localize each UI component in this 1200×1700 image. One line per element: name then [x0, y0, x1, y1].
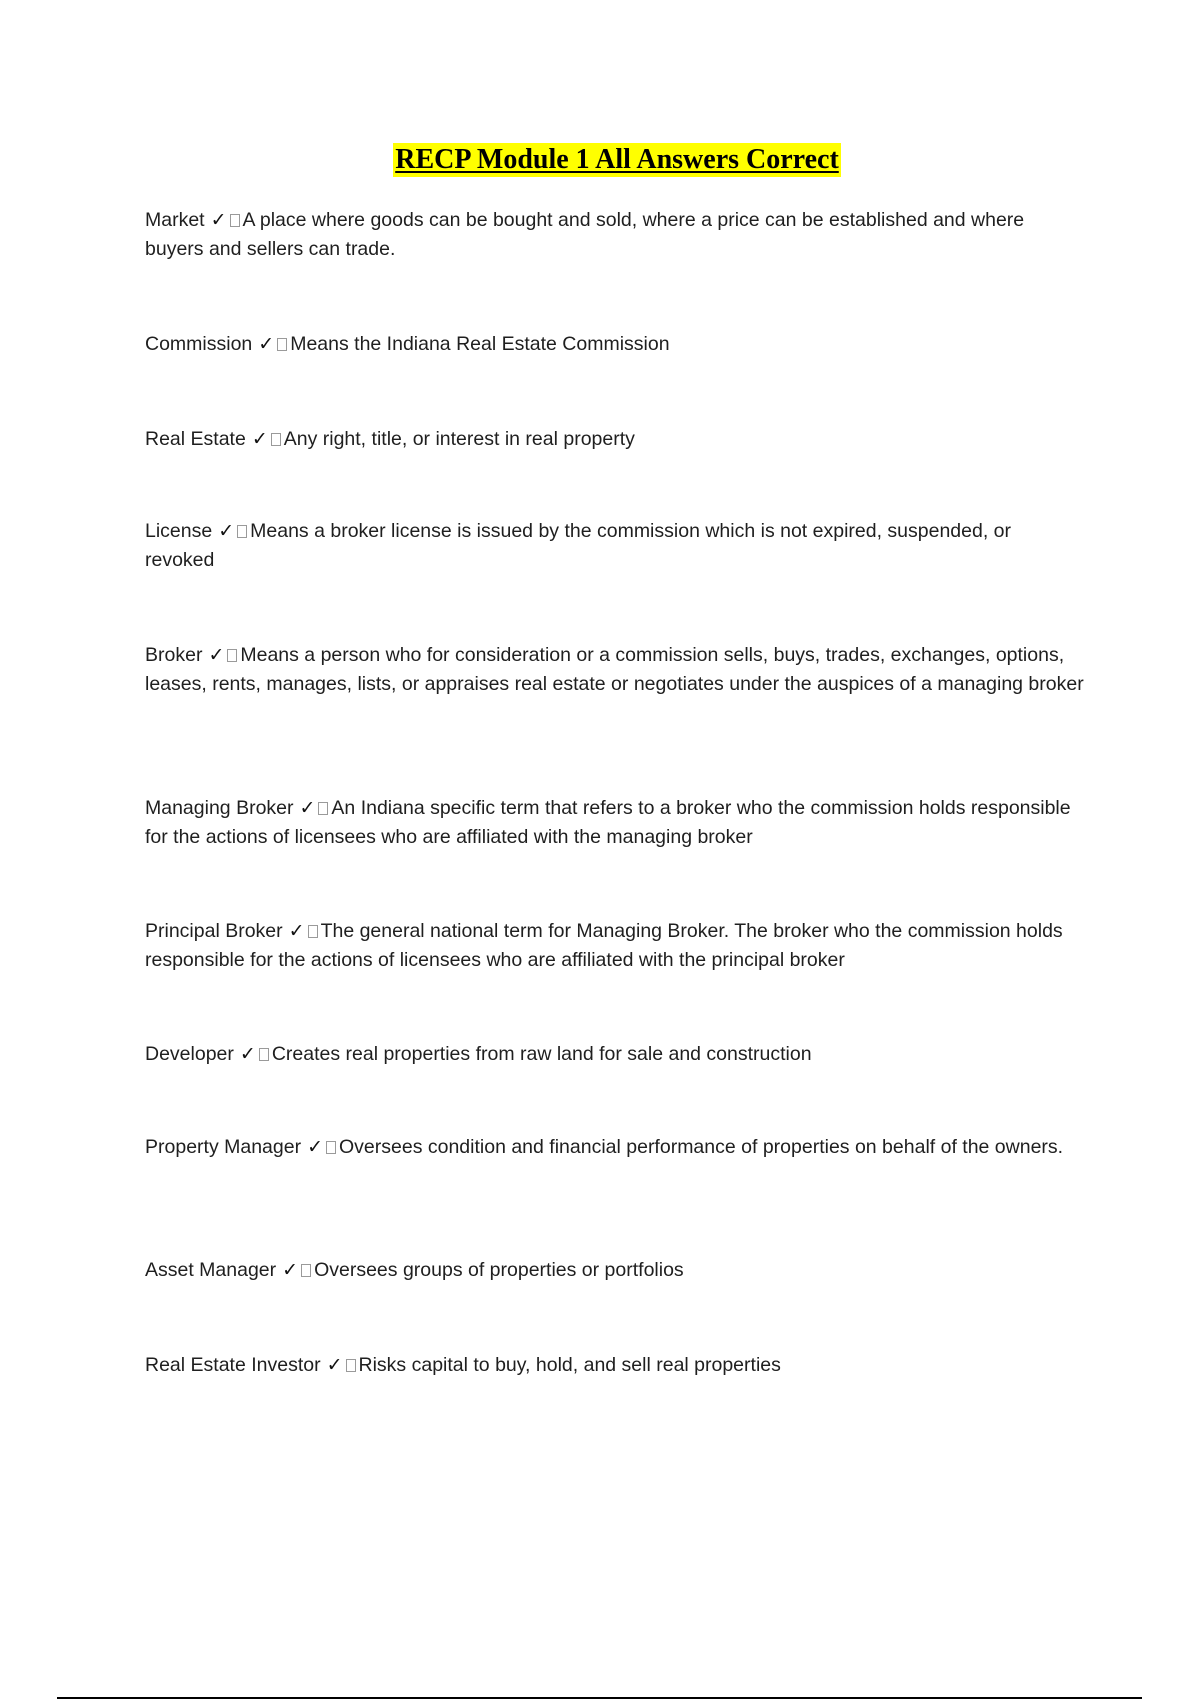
checkmark-icon: ✓ — [282, 1259, 299, 1281]
entry-definition: Means a person who for consideration or a commission sells, buys, trades, exchanges, options, leases, rents, manages, lists, or appraises real estate or negotiates under the auspices of a managing broker — [145, 644, 1084, 695]
entry-definition: Oversees condition and financial performance of properties on behalf of the owners. — [339, 1136, 1064, 1158]
entry-term: Property Manager — [145, 1136, 302, 1158]
glossary-entry-broker — [145, 641, 1085, 699]
title-container — [0, 143, 1200, 177]
box-icon — [230, 214, 240, 227]
checkmark-icon: ✓ — [307, 1136, 323, 1158]
glossary-entry-managing-broker — [145, 794, 1085, 852]
entry-term: Principal Broker — [145, 920, 283, 942]
glossary-entry-commission — [145, 330, 1085, 359]
footer-rule — [57, 1697, 1142, 1699]
entry-term: Broker — [145, 644, 203, 666]
box-icon — [271, 433, 281, 446]
checkmark-icon: ✓ — [218, 520, 235, 542]
box-icon — [346, 1359, 356, 1372]
entry-term: Real Estate — [145, 428, 246, 450]
box-icon — [326, 1141, 336, 1154]
entry-term: Managing Broker — [145, 797, 294, 819]
document-title: RECP Module 1 All Answers Correct — [395, 144, 839, 175]
entry-term: Commission — [145, 333, 253, 355]
entry-definition: Oversees groups of properties or portfolios — [314, 1259, 684, 1281]
glossary-entry-property-manager — [145, 1133, 1085, 1162]
entry-term: Asset Manager — [145, 1259, 277, 1281]
glossary-entry-license — [145, 517, 1085, 575]
glossary-entry-asset-manager — [145, 1256, 1085, 1285]
glossary-entry-principal-broker — [145, 917, 1085, 975]
entry-term: Real Estate Investor — [145, 1354, 321, 1376]
box-icon — [237, 525, 247, 538]
box-icon — [318, 802, 328, 815]
entry-term: Market — [145, 209, 205, 231]
checkmark-icon: ✓ — [326, 1354, 343, 1376]
entry-definition: Any right, title, or interest in real property — [283, 428, 635, 450]
entry-definition: Creates real properties from raw land for sale and construction — [271, 1043, 812, 1065]
checkmark-icon: ✓ — [210, 209, 227, 231]
box-icon — [301, 1264, 311, 1277]
checkmark-icon: ✓ — [208, 644, 225, 666]
glossary-entry-real-estate-investor — [145, 1351, 1085, 1380]
entry-term: Developer — [145, 1043, 234, 1065]
box-icon — [308, 925, 318, 938]
glossary-entry-market — [145, 206, 1085, 264]
glossary-entry-developer — [145, 1040, 1085, 1069]
box-icon — [277, 338, 287, 351]
checkmark-icon: ✓ — [299, 797, 316, 819]
box-icon — [259, 1048, 269, 1061]
entry-term: License — [145, 520, 213, 542]
checkmark-icon: ✓ — [239, 1043, 256, 1065]
entry-definition: A place where goods can be bought and sold, where a price can be established and where buyers and sellers can trade. — [145, 209, 1025, 260]
entry-definition: Risks capital to buy, hold, and sell real properties — [358, 1354, 781, 1376]
entry-definition: Means the Indiana Real Estate Commission — [290, 333, 670, 355]
checkmark-icon: ✓ — [258, 333, 275, 355]
box-icon — [227, 649, 237, 662]
entry-definition: An Indiana specific term that refers to a broker who the commission holds responsible for the actions of licensees who are affiliated with the managing broker — [145, 797, 1071, 848]
entry-definition: The general national term for Managing Broker. The broker who the commission holds responsible for the actions of licensees who are affiliated with the principal broker — [145, 920, 1063, 971]
entry-definition: Means a broker license is issued by the commission which is not expired, suspended, or revoked — [145, 520, 1012, 571]
checkmark-icon: ✓ — [251, 428, 268, 450]
checkmark-icon: ✓ — [288, 920, 305, 942]
glossary-entry-real-estate — [145, 425, 1085, 454]
